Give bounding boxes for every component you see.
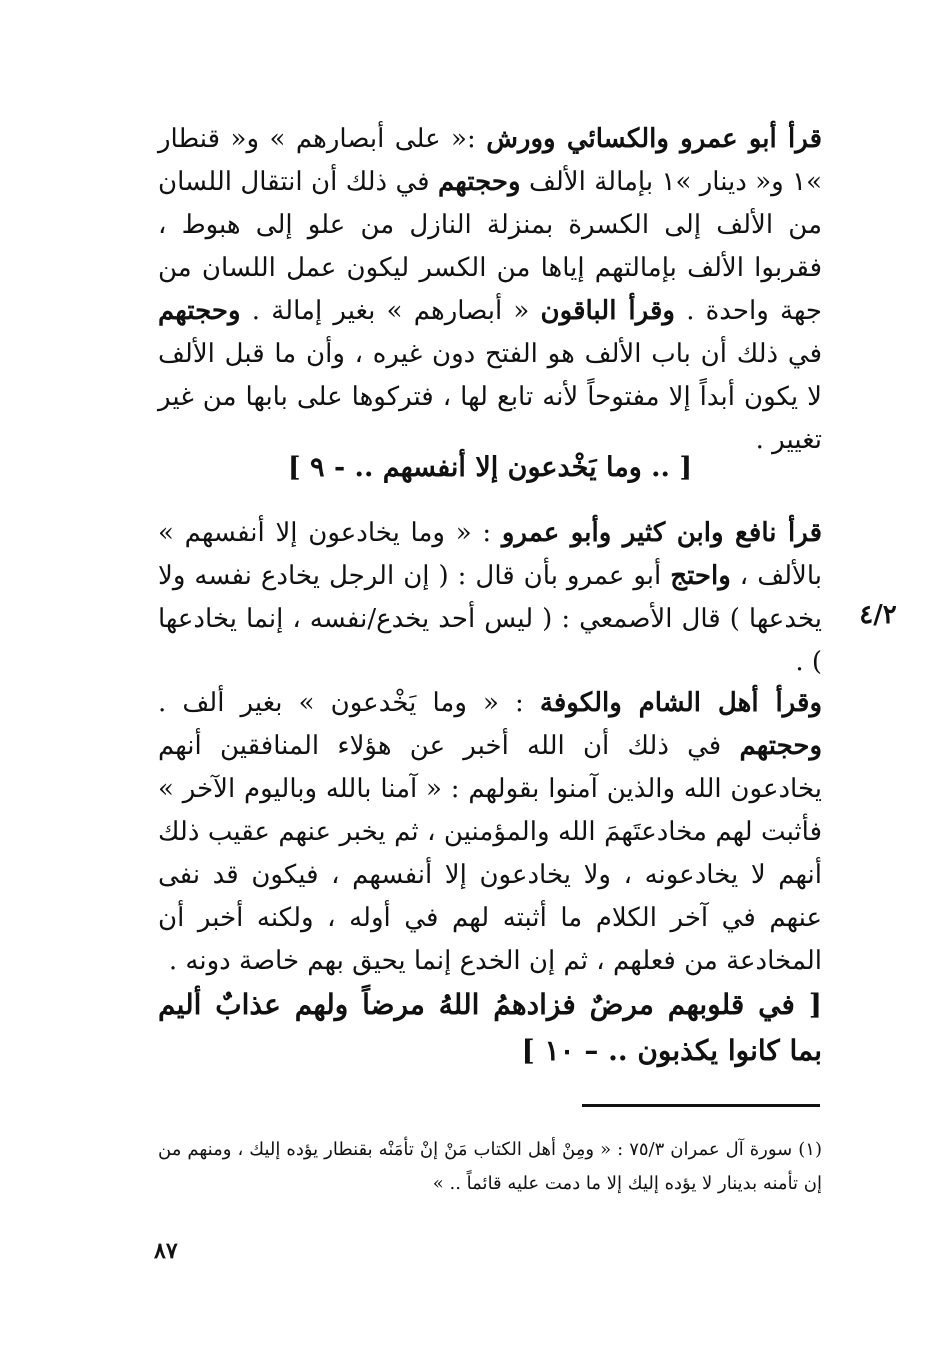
paragraph-yukhadiun-text	[158, 512, 822, 684]
argument-text: أبو عمرو بأن قال : ( إن الرجل يخادع نفسه ولا يخدعها ) قال الأصمعي : ( ليس أحد يخدع/نفسه ، إنما يخادعها ) .	[158, 561, 822, 677]
page-number: ٨٧	[154, 1238, 178, 1264]
readers-label: قرأ نافع وابن كثير وأبو عمرو	[501, 518, 822, 548]
verse-heading-10: [ في قلوبهم مرضٌ فزادهمُ اللهُ مرضاً ولهم عذابٌ أليم بما كانوا يكذبون .. – ١٠ ]	[158, 988, 822, 1067]
readers-label: قرأ أبو عمرو والكسائي وورش	[486, 124, 823, 154]
argument-label: واحتج	[670, 561, 731, 591]
verse-heading-9: [ .. وما يَخْدعون إلا أنفسهم .. - ٩ ]	[287, 452, 693, 483]
reading-text: : « وما يخادعون إلا أنفسهم » بالألف ،	[158, 518, 823, 591]
other-argument-text: في ذلك أن باب الألف هو الفتح دون غيره ، وأن ما قبل الألف لا يكون أبداً إلا مفتوحاً لأنه تابع لها ، فتركوها على بابها من غير تغيير .	[158, 339, 822, 455]
other-readers-label: وقرأ الباقون	[540, 296, 675, 326]
reading-text: :« على أبصارهم » و« قنطار »١ و« دينار »١ بإمالة الألف	[158, 124, 822, 197]
argument-text: في ذلك أن انتقال اللسان من الألف إلى الكسرة بمنزلة النازل من علو إلى هبوط ، فقربوا الألف بإمالتهم إياها من الكسر ليكون عمل اللسان من جهة واحدة .	[158, 167, 822, 326]
footnote: (١) سورة آل عمران ٧٥/٣ : « ومِنْ أهل الكتاب مَنْ إنْ تأمَنْه بقنطار يؤده إليك ، ومنهم من إن تأمنه بدينار لا يؤده إليك إلا ما دمت عليه قائماً .. »	[158, 1139, 822, 1194]
paragraph-yakhdaun	[158, 682, 822, 983]
footnote-divider	[582, 1104, 820, 1107]
paragraph-imala-text	[158, 118, 822, 462]
other-argument-label: وحجتهم	[158, 296, 241, 326]
argument-label: وحجتهم	[739, 731, 823, 761]
paragraph-imala	[158, 118, 822, 462]
paragraph-yakhdaun-text	[158, 682, 822, 983]
argument-text: في ذلك أن الله أخبر عن هؤلاء المنافقين أنهم يخادعون الله والذين آمنوا بقولهم : « آمنا بالله وباليوم الآخر » فأثبت لهم مخادعتَهمَ الله والمؤمنين ، ثم يخبر عنهم عقيب ذلك أنهم لا يخادعونه ، ولا يخادعون إلا أنفسهم ، فيكون قد نفى عنهم في آخر الكلام ما أثبته لهم في أوله ، ولكنه أخبر أن المخادعة من فعلهم ، ثم إن الخدع إنما يحيق بهم خاصة دونه .	[158, 731, 822, 976]
paragraph-yukhadiun	[158, 512, 822, 684]
readers-label: وقرأ أهل الشام والكوفة	[539, 688, 823, 718]
argument-label: وحجتهم	[438, 167, 521, 197]
manuscript-folio-marker: ٤/٢	[859, 600, 897, 630]
reading-text: : « وما يَخْدعون » بغير ألف .	[158, 688, 524, 718]
other-reading-text: « أبصارهم » بغير إمالة .	[251, 296, 530, 326]
